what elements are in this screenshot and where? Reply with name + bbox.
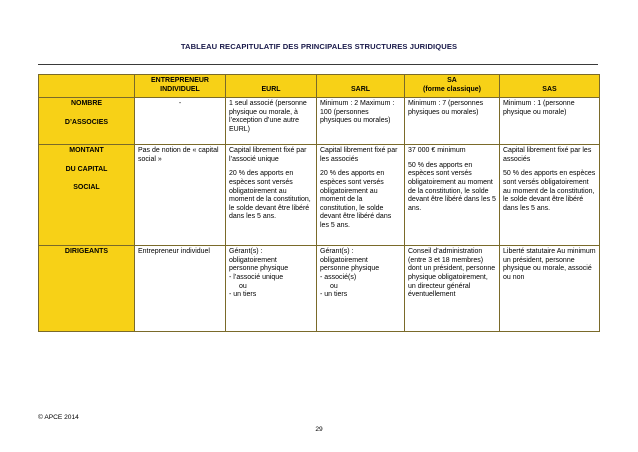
- cell-capital-eurl-p1: Capital librement fixé par l’associé unique: [229, 147, 307, 163]
- cell-associes-sarl: Minimum : 2 Maximum : 100 (personnes physiques ou morales): [317, 98, 405, 145]
- cell-capital-ei: Pas de notion de « capital social »: [135, 145, 226, 246]
- cell-capital-sarl-p2: 20 % des apports en espèces sont versés obligatoirement au moment de la constitution, le solde devant être libéré dans les 5 ans.: [320, 170, 392, 229]
- cell-dirigeants-eurl-line: personne physique: [229, 265, 289, 273]
- cell-dirigeants-sarl-line: personne physique: [320, 265, 380, 273]
- cell-capital-eurl-p2: 20 % des apports en espèces sont versés obligatoirement au moment de la constitution, le solde devant être libéré dans les 5 ans.: [229, 170, 311, 221]
- cell-capital-sa-p1: 37 000 € minimum: [408, 147, 466, 155]
- cell-dirigeants-eurl-line: Gérant(s) :: [229, 248, 263, 256]
- cell-associes-sas: Minimum : 1 (personne physique ou morale): [500, 98, 600, 145]
- column-header-ei-line2: INDIVIDUEL: [160, 85, 200, 93]
- column-header-sa: [405, 75, 500, 98]
- column-header-ei: [135, 75, 226, 98]
- cell-associes-sa: Minimum : 7 (personnes physiques ou morales): [405, 98, 500, 145]
- column-header-sa-line1: SA: [447, 77, 457, 84]
- cell-associes-eurl: 1 seul associé (personne physique ou morale, à l’exception d’une autre EURL): [226, 98, 317, 145]
- cell-dirigeants-sarl-line: - un tiers: [320, 291, 348, 299]
- cell-dirigeants-sarl-line: obligatoirement: [320, 256, 368, 264]
- cell-dirigeants-eurl-line: obligatoirement: [229, 256, 277, 264]
- row-header-associes-line1: NOMBRE: [70, 100, 103, 108]
- table-row: [39, 98, 600, 145]
- cell-dirigeants-sa: Conseil d’administration (entre 3 et 18 membres) dont un président, personne physique obligatoirement, un directeur général éventuellement: [405, 246, 500, 332]
- cell-dirigeants-sarl-line: Gérant(s) :: [320, 248, 354, 256]
- cell-capital-sas-p1: Capital librement fixé par les associés: [503, 147, 592, 163]
- page-title: TABLEAU RECAPITULATIF DES PRINCIPALES STRUCTURES JURIDIQUES: [180, 42, 458, 51]
- column-header-sa-line2: (forme classique): [423, 85, 481, 93]
- cell-capital-sa-p2: 50 % des apports en espèces sont versés obligatoirement au moment de la constitution, le solde devant être libéré dans les 5 ans.: [408, 161, 496, 212]
- row-header-capital: [39, 145, 135, 246]
- cell-dirigeants-eurl-line: ou: [239, 282, 247, 290]
- cell-dirigeants-ei: Entrepreneur individuel: [135, 246, 226, 332]
- summary-table: [38, 74, 600, 332]
- cell-dirigeants-eurl: [226, 246, 317, 332]
- cell-capital-sarl-p1: Capital librement fixé par les associés: [320, 147, 398, 163]
- cell-dirigeants-eurl-line: - un tiers: [229, 291, 257, 299]
- cell-capital-sa: [405, 145, 500, 246]
- cell-dirigeants-sarl-line: - associé(s): [320, 273, 357, 281]
- table-row: [39, 246, 600, 332]
- cell-capital-sas-p2: 50 % des apports en espèces sont versés obligatoirement au moment de la constitution, le solde devant être libéré dans les 5 ans.: [503, 170, 596, 212]
- table-row: [39, 145, 600, 246]
- column-header-sas: SAS: [500, 75, 600, 98]
- header-row: [39, 75, 600, 98]
- row-header-capital-line3: SOCIAL: [73, 184, 100, 192]
- row-header-associes-line2: D’ASSOCIES: [64, 118, 109, 126]
- cell-dirigeants-sarl: [317, 246, 405, 332]
- column-header-ei-line1: ENTREPRENEUR: [151, 77, 209, 84]
- cell-dirigeants-sarl-line: ou: [330, 282, 338, 290]
- cell-capital-sarl: [317, 145, 405, 246]
- title-underline: [38, 64, 598, 65]
- row-header-capital-line1: MONTANT: [69, 147, 104, 155]
- cell-dirigeants-eurl-line: - l’associé unique: [229, 273, 284, 281]
- row-header-capital-line2: DU CAPITAL: [65, 165, 108, 173]
- cell-capital-sas: [500, 145, 600, 246]
- copyright-notice: © APCE 2014: [38, 414, 79, 421]
- row-header-dirigeants: DIRIGEANTS: [39, 246, 135, 332]
- column-header-sarl: SARL: [317, 75, 405, 98]
- page-number: 29: [315, 426, 323, 433]
- cell-associes-ei: -: [135, 98, 226, 145]
- corner-cell: [39, 75, 135, 98]
- cell-capital-eurl: [226, 145, 317, 246]
- column-header-eurl: EURL: [226, 75, 317, 98]
- cell-dirigeants-sas: Liberté statutaire Au minimum un président, personne physique ou morale, associé ou non: [500, 246, 600, 332]
- row-header-associes: [39, 98, 135, 145]
